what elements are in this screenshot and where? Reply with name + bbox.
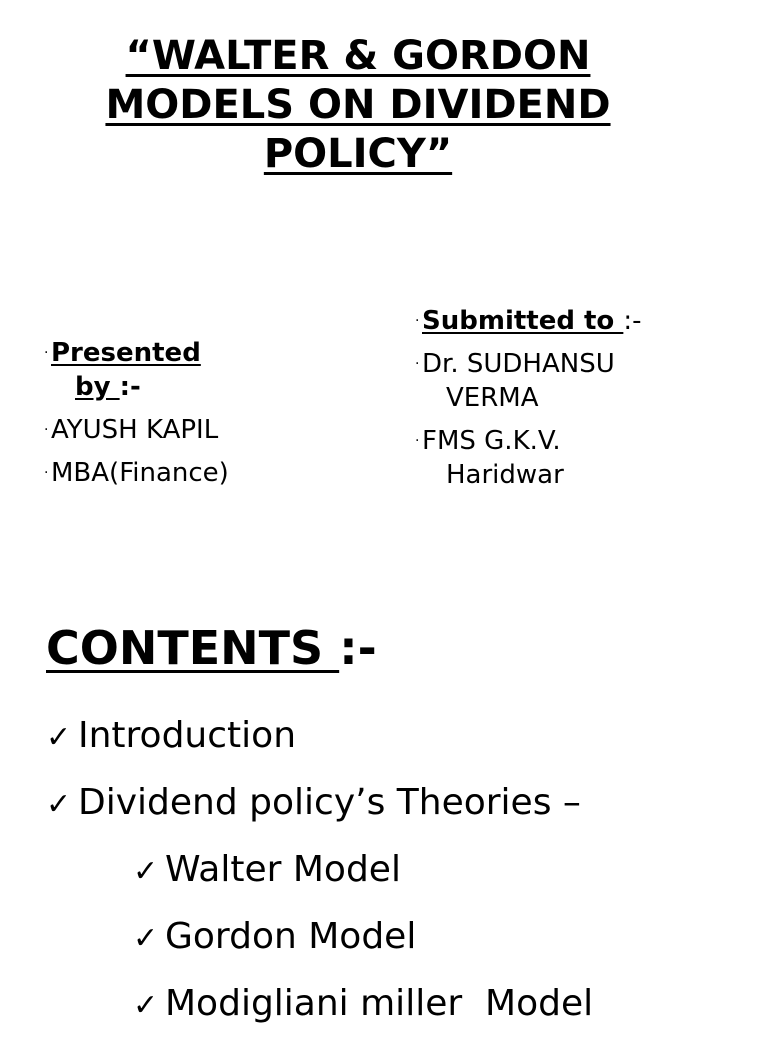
list-item <box>46 775 746 842</box>
institution-line-1: FMS G.K.V. <box>422 426 561 456</box>
presenter-name <box>44 413 364 447</box>
presenter-program-text: MBA(Finance) <box>51 458 229 488</box>
bullet-dot: · <box>415 313 420 329</box>
presenter-heading-label: Presented <box>51 338 201 368</box>
checkmark-icon: ✓ <box>46 787 72 822</box>
institution-line-2: Haridwar <box>446 460 564 490</box>
list-item-label: Introduction <box>78 715 297 756</box>
presenter-heading-label-2: by <box>75 372 120 402</box>
bullet-dot: · <box>44 465 49 481</box>
contents-heading-suffix: :- <box>339 621 377 675</box>
supervisor-name-line-2: VERMA <box>446 383 539 413</box>
list-subitem <box>46 909 746 976</box>
checkmark-icon: ✓ <box>46 720 72 755</box>
institution <box>415 424 755 492</box>
contents-heading <box>46 620 377 676</box>
title-line-3: POLICY” <box>263 131 453 177</box>
presenter-heading <box>44 336 364 404</box>
bullet-dot: · <box>415 356 420 372</box>
list-subitem <box>46 842 746 909</box>
title-line-2: MODELS ON DIVIDEND <box>105 82 611 128</box>
submission-block <box>415 304 755 501</box>
presenter-program <box>44 456 364 490</box>
supervisor-name-line-1: Dr. SUDHANSU <box>422 349 615 379</box>
presenter-block <box>44 336 364 499</box>
list-item-label: Dividend policy’s Theories – <box>78 782 581 823</box>
bullet-dot: · <box>44 422 49 438</box>
list-subitem-label: Gordon Model <box>165 916 417 957</box>
checkmark-icon: ✓ <box>133 854 159 889</box>
bullet-dot: · <box>415 433 420 449</box>
page-title <box>60 32 656 179</box>
submission-heading <box>415 304 755 338</box>
contents-list <box>46 708 746 1043</box>
presenter-heading-suffix: :- <box>119 372 141 402</box>
list-subitem <box>46 976 746 1043</box>
contents-heading-label: CONTENTS <box>46 621 340 675</box>
title-line-1: “WALTER & GORDON <box>125 33 591 79</box>
submission-heading-label: Submitted to <box>422 306 624 336</box>
list-item <box>46 708 746 775</box>
submission-heading-suffix: :- <box>623 306 642 336</box>
supervisor-name <box>415 347 755 415</box>
checkmark-icon: ✓ <box>133 921 159 956</box>
checkmark-icon: ✓ <box>133 988 159 1023</box>
presenter-name-text: AYUSH KAPIL <box>51 415 219 445</box>
list-subitem-label: Walter Model <box>165 849 401 890</box>
list-subitem-label: Modigliani miller Model <box>165 983 594 1024</box>
bullet-dot: · <box>44 345 49 361</box>
